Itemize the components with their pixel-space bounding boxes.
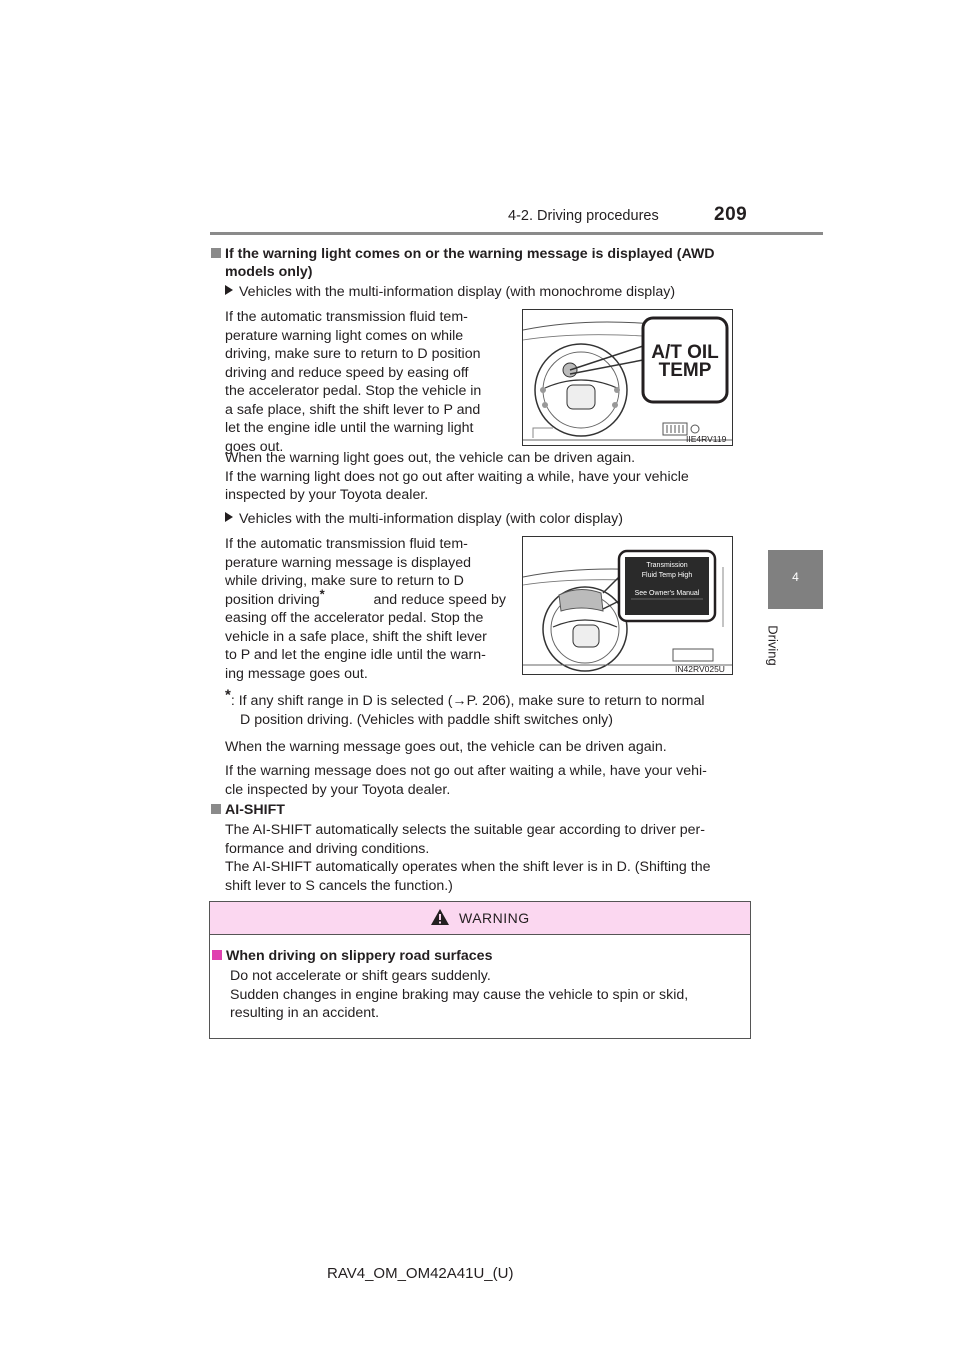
paragraph: If the automatic transmission fluid tem- perature warning light comes on while driving, make sure to return to D position driving and reduce speed by easing off the accelerator pedal. Stop the vehicle in a safe place, shift the shift lever to P and let the engine idle until the warning light goes out. bbox=[225, 309, 482, 455]
chapter-tab bbox=[768, 550, 823, 609]
figure-code: IN42RV025U bbox=[675, 664, 725, 674]
subsection-label: Vehicles with the multi-information display (with monochrome display) bbox=[225, 283, 675, 302]
paragraph: The AI-SHIFT automatically selects the suitable gear according to driver per- formance and driving conditions. The AI-SHIFT automatically operates when the shift lever is in D. (Shifting the shift lever to S cancels the function.) bbox=[225, 822, 711, 894]
warning-light-label: A/T OIL TEMP bbox=[651, 342, 719, 381]
triangle-bullet-icon bbox=[225, 512, 233, 522]
warning-box bbox=[209, 901, 751, 1039]
chapter-label bbox=[763, 618, 793, 678]
warning-heading: When driving on slippery road surfaces bbox=[212, 947, 492, 966]
paragraph: When the warning message goes out, the vehicle can be driven again. bbox=[225, 739, 667, 755]
footnote: *: If any shift range in D is selected (→P. 206), make sure to return to normal D position driving. (Vehicles with paddle shift switches only) bbox=[225, 686, 705, 728]
section-heading: AI-SHIFT bbox=[211, 801, 285, 820]
section-title: 4-2. Driving procedures bbox=[508, 208, 659, 224]
bullet-square-icon bbox=[211, 248, 221, 258]
warning-triangle-icon bbox=[430, 908, 450, 926]
figure-warning-message bbox=[522, 536, 733, 675]
paragraph: If the warning message does not go out after waiting a while, have your vehi- cle inspected by your Toyota dealer. bbox=[225, 763, 707, 798]
bullet-square-icon bbox=[211, 804, 221, 814]
paragraph: When the warning light goes out, the vehicle can be driven again. If the warning light does not go out after waiting a while, have your vehicle inspected by your Toyota dealer. bbox=[225, 450, 689, 503]
paragraph: If the automatic transmission fluid tem- perature warning message is displayed while driving, make sure to return to D position driving* and reduce speed by easing off the accelerator pedal. Stop the vehicle in a safe place, shift the shift lever to P and let the engine idle until the warn- ing message goes out. bbox=[225, 536, 506, 682]
warning-text: Do not accelerate or shift gears suddenly. Sudden changes in engine braking may cause the vehicle to spin or skid, resulting in an accident. bbox=[230, 968, 689, 1021]
warning-title: WARNING bbox=[459, 910, 530, 926]
header-rule bbox=[210, 232, 823, 235]
subsection-label: Vehicles with the multi-information display (with color display) bbox=[225, 510, 623, 529]
warning-header bbox=[210, 902, 750, 935]
section-heading: If the warning light comes on or the warning message is displayed (AWD bbox=[211, 245, 715, 264]
chapter-label-text: Driving bbox=[765, 625, 781, 666]
bullet-square-icon bbox=[212, 950, 222, 960]
message-screen: Transmission Fluid Temp High See Owner's Manual bbox=[634, 562, 700, 597]
chapter-number: 4 bbox=[792, 570, 799, 584]
page-number: 209 bbox=[714, 204, 748, 225]
figure-code: IIE4RV119 bbox=[686, 434, 727, 444]
figure-warning-light bbox=[522, 309, 733, 446]
section-heading-cont: models only) bbox=[225, 264, 313, 280]
triangle-bullet-icon bbox=[225, 285, 233, 295]
document-code: RAV4_OM_OM42A41U_(U) bbox=[327, 1265, 514, 1282]
dashboard-illustration bbox=[523, 537, 732, 674]
